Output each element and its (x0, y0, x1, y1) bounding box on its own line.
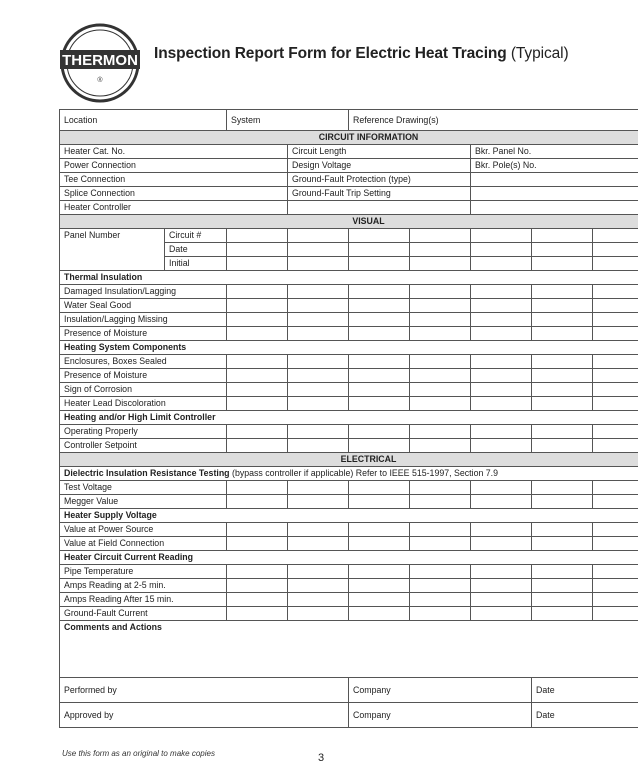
entry-cell[interactable] (410, 313, 471, 327)
inspection-item-label: Test Voltage (60, 481, 227, 495)
entry-cell[interactable] (227, 425, 288, 439)
entry-cell[interactable] (532, 243, 593, 257)
inspection-item-label: Pipe Temperature (60, 565, 227, 579)
entry-cell[interactable] (349, 565, 410, 579)
entry-cell[interactable] (532, 313, 593, 327)
circuit-info-field[interactable] (471, 173, 638, 187)
panel-sub-label: Date (165, 243, 227, 257)
inspection-form-table (59, 109, 638, 728)
entry-cell[interactable] (227, 257, 288, 271)
entry-cell[interactable] (532, 355, 593, 369)
entry-cell[interactable] (349, 383, 410, 397)
entry-cell[interactable] (532, 299, 593, 313)
entry-cell[interactable] (288, 229, 349, 243)
reference-drawings-field[interactable]: Reference Drawing(s) (349, 110, 638, 131)
entry-cell[interactable] (532, 495, 593, 509)
entry-cell[interactable] (288, 537, 349, 551)
entry-cell[interactable] (532, 481, 593, 495)
entry-cell[interactable] (410, 593, 471, 607)
entry-cell[interactable] (288, 299, 349, 313)
entry-cell[interactable] (227, 243, 288, 257)
entry-cell[interactable] (593, 327, 638, 341)
entry-cell[interactable] (410, 579, 471, 593)
signature-company-field[interactable]: Company (349, 703, 532, 728)
entry-cell[interactable] (288, 481, 349, 495)
entry-cell[interactable] (532, 565, 593, 579)
signature-role-field[interactable]: Performed by (60, 678, 349, 703)
entry-cell[interactable] (349, 593, 410, 607)
circuit-info-field[interactable]: Design Voltage (288, 159, 471, 173)
dielectric-title: Dielectric Insulation Resistance Testing (64, 468, 230, 478)
inspection-item-label: Value at Power Source (60, 523, 227, 537)
entry-cell[interactable] (410, 607, 471, 621)
entry-cell[interactable] (227, 565, 288, 579)
entry-cell[interactable] (410, 229, 471, 243)
entry-cell[interactable] (593, 257, 638, 271)
entry-cell[interactable] (471, 355, 532, 369)
entry-cell[interactable] (471, 327, 532, 341)
section-title: Heating and/or High Limit Controller (60, 411, 638, 425)
inspection-item-label: Damaged Insulation/Lagging (60, 285, 227, 299)
location-field[interactable]: Location (60, 110, 227, 131)
logo-text: THERMON (62, 52, 138, 69)
entry-cell[interactable] (471, 495, 532, 509)
inspection-item-label: Heater Lead Discoloration (60, 397, 227, 411)
entry-cell[interactable] (471, 579, 532, 593)
entry-cell[interactable] (349, 495, 410, 509)
entry-cell[interactable] (349, 579, 410, 593)
system-field[interactable]: System (227, 110, 349, 131)
entry-cell[interactable] (410, 327, 471, 341)
entry-cell[interactable] (532, 285, 593, 299)
entry-cell[interactable] (410, 425, 471, 439)
entry-cell[interactable] (349, 229, 410, 243)
entry-cell[interactable] (471, 313, 532, 327)
title-main: Inspection Report Form for Electric Heat Tracing (154, 45, 507, 62)
entry-cell[interactable] (532, 327, 593, 341)
title-suffix: (Typical) (510, 45, 569, 62)
entry-cell[interactable] (227, 383, 288, 397)
circuit-info-field[interactable]: Ground-Fault Protection (type) (288, 173, 471, 187)
entry-cell[interactable] (410, 257, 471, 271)
circuit-info-field[interactable]: Heater Controller (60, 201, 288, 215)
entry-cell[interactable] (471, 439, 532, 453)
entry-cell[interactable] (227, 299, 288, 313)
entry-cell[interactable] (532, 397, 593, 411)
panel-sub-label: Initial (165, 257, 227, 271)
entry-cell[interactable] (349, 425, 410, 439)
entry-cell[interactable] (349, 313, 410, 327)
signature-date-field[interactable]: Date (532, 678, 638, 703)
signature-role-field[interactable]: Approved by (60, 703, 349, 728)
logo-registered-mark: ® (97, 77, 103, 84)
entry-cell[interactable] (288, 607, 349, 621)
entry-cell[interactable] (288, 565, 349, 579)
entry-cell[interactable] (532, 593, 593, 607)
inspection-item-label: Enclosures, Boxes Sealed (60, 355, 227, 369)
entry-cell[interactable] (593, 481, 638, 495)
entry-cell[interactable] (532, 425, 593, 439)
inspection-item-label: Operating Properly (60, 425, 227, 439)
section-title: Heating System Components (60, 341, 638, 355)
visual-heading: VISUAL (60, 215, 638, 229)
inspection-item-label: Presence of Moisture (60, 369, 227, 383)
circuit-info-field[interactable]: Heater Cat. No. (60, 145, 288, 159)
entry-cell[interactable] (227, 327, 288, 341)
page-title (154, 45, 569, 63)
entry-cell[interactable] (410, 383, 471, 397)
entry-cell[interactable] (349, 369, 410, 383)
entry-cell[interactable] (349, 481, 410, 495)
entry-cell[interactable] (227, 579, 288, 593)
inspection-item-label: Megger Value (60, 495, 227, 509)
entry-cell[interactable] (288, 593, 349, 607)
entry-cell[interactable] (227, 593, 288, 607)
entry-cell[interactable] (288, 495, 349, 509)
page-number: 3 (318, 752, 325, 764)
entry-cell[interactable] (227, 537, 288, 551)
entry-cell[interactable] (471, 397, 532, 411)
entry-cell[interactable] (410, 439, 471, 453)
entry-cell[interactable] (471, 285, 532, 299)
entry-cell[interactable] (410, 369, 471, 383)
circuit-info-field[interactable]: Ground-Fault Trip Setting (288, 187, 471, 201)
entry-cell[interactable] (532, 383, 593, 397)
entry-cell[interactable] (532, 229, 593, 243)
entry-cell[interactable] (471, 523, 532, 537)
entry-cell[interactable] (227, 495, 288, 509)
entry-cell[interactable] (532, 257, 593, 271)
entry-cell[interactable] (532, 537, 593, 551)
entry-cell[interactable] (593, 369, 638, 383)
entry-cell[interactable] (593, 593, 638, 607)
entry-cell[interactable] (288, 327, 349, 341)
entry-cell[interactable] (471, 481, 532, 495)
entry-cell[interactable] (288, 425, 349, 439)
entry-cell[interactable] (349, 397, 410, 411)
inspection-item-label: Controller Setpoint (60, 439, 227, 453)
entry-cell[interactable] (593, 523, 638, 537)
entry-cell[interactable] (471, 299, 532, 313)
signature-company-field[interactable]: Company (349, 678, 532, 703)
inspection-item-label: Water Seal Good (60, 299, 227, 313)
entry-cell[interactable] (593, 383, 638, 397)
entry-cell[interactable] (471, 369, 532, 383)
entry-cell[interactable] (471, 257, 532, 271)
section-title: Heater Circuit Current Reading (60, 551, 638, 565)
entry-cell[interactable] (288, 355, 349, 369)
entry-cell[interactable] (410, 299, 471, 313)
circuit-info-field[interactable]: Bkr. Pole(s) No. (471, 159, 638, 173)
circuit-information-heading: CIRCUIT INFORMATION (60, 131, 638, 145)
entry-cell[interactable] (593, 299, 638, 313)
inspection-item-label: Sign of Corrosion (60, 383, 227, 397)
dielectric-note: (bypass controller if applicable) Refer to IEEE 515-1997, Section 7.9 (232, 468, 499, 478)
inspection-item-label: Presence of Moisture (60, 327, 227, 341)
entry-cell[interactable] (471, 425, 532, 439)
entry-cell[interactable] (532, 579, 593, 593)
inspection-item-label: Amps Reading After 15 min. (60, 593, 227, 607)
entry-cell[interactable] (288, 285, 349, 299)
signature-date-field[interactable]: Date (532, 703, 638, 728)
entry-cell[interactable] (227, 607, 288, 621)
entry-cell[interactable] (349, 523, 410, 537)
entry-cell[interactable] (349, 327, 410, 341)
entry-cell[interactable] (471, 537, 532, 551)
entry-cell[interactable] (532, 369, 593, 383)
entry-cell[interactable] (349, 537, 410, 551)
panel-number-label: Panel Number (60, 229, 165, 271)
entry-cell[interactable] (410, 495, 471, 509)
dielectric-testing-title (60, 467, 638, 481)
inspection-item-label: Value at Field Connection (60, 537, 227, 551)
circuit-info-field[interactable]: Power Connection (60, 159, 288, 173)
comments-and-actions-field[interactable]: Comments and Actions (60, 621, 638, 678)
entry-cell[interactable] (593, 425, 638, 439)
entry-cell[interactable] (227, 439, 288, 453)
entry-cell[interactable] (593, 439, 638, 453)
entry-cell[interactable] (471, 383, 532, 397)
entry-cell[interactable] (593, 607, 638, 621)
entry-cell[interactable] (410, 243, 471, 257)
circuit-info-field[interactable]: Bkr. Panel No. (471, 145, 638, 159)
entry-cell[interactable] (288, 313, 349, 327)
inspection-item-label: Insulation/Lagging Missing (60, 313, 227, 327)
entry-cell[interactable] (471, 243, 532, 257)
entry-cell[interactable] (471, 565, 532, 579)
entry-cell[interactable] (227, 397, 288, 411)
entry-cell[interactable] (288, 257, 349, 271)
circuit-info-field[interactable]: Tee Connection (60, 173, 288, 187)
entry-cell[interactable] (288, 383, 349, 397)
entry-cell[interactable] (227, 481, 288, 495)
entry-cell[interactable] (593, 565, 638, 579)
circuit-info-field[interactable] (288, 201, 471, 215)
entry-cell[interactable] (593, 313, 638, 327)
entry-cell[interactable] (288, 579, 349, 593)
entry-cell[interactable] (471, 593, 532, 607)
inspection-item-label: Ground-Fault Current (60, 607, 227, 621)
section-title: Thermal Insulation (60, 271, 638, 285)
entry-cell[interactable] (410, 285, 471, 299)
entry-cell[interactable] (349, 607, 410, 621)
entry-cell[interactable] (410, 523, 471, 537)
circuit-info-field[interactable]: Circuit Length (288, 145, 471, 159)
entry-cell[interactable] (593, 537, 638, 551)
section-title: Heater Supply Voltage (60, 509, 638, 523)
entry-cell[interactable] (593, 229, 638, 243)
entry-cell[interactable] (471, 229, 532, 243)
entry-cell[interactable] (288, 369, 349, 383)
entry-cell[interactable] (532, 439, 593, 453)
entry-cell[interactable] (288, 523, 349, 537)
footer-note: Use this form as an original to make copies (62, 749, 215, 758)
circuit-info-field[interactable]: Splice Connection (60, 187, 288, 201)
entry-cell[interactable] (349, 285, 410, 299)
electrical-heading: ELECTRICAL (60, 453, 638, 467)
entry-cell[interactable] (288, 243, 349, 257)
entry-cell[interactable] (349, 439, 410, 453)
entry-cell[interactable] (288, 439, 349, 453)
entry-cell[interactable] (593, 495, 638, 509)
entry-cell[interactable] (349, 257, 410, 271)
entry-cell[interactable] (593, 355, 638, 369)
thermon-logo (59, 22, 141, 104)
entry-cell[interactable] (410, 565, 471, 579)
entry-cell[interactable] (410, 397, 471, 411)
entry-cell[interactable] (349, 355, 410, 369)
entry-cell[interactable] (471, 607, 532, 621)
entry-cell[interactable] (227, 229, 288, 243)
entry-cell[interactable] (349, 243, 410, 257)
entry-cell[interactable] (227, 369, 288, 383)
circuit-info-field[interactable] (471, 187, 638, 201)
entry-cell[interactable] (227, 523, 288, 537)
entry-cell[interactable] (593, 285, 638, 299)
entry-cell[interactable] (227, 355, 288, 369)
entry-cell[interactable] (227, 313, 288, 327)
entry-cell[interactable] (410, 481, 471, 495)
panel-sub-label: Circuit # (165, 229, 227, 243)
entry-cell[interactable] (410, 355, 471, 369)
circuit-info-field[interactable] (471, 201, 638, 215)
entry-cell[interactable] (593, 397, 638, 411)
inspection-item-label: Amps Reading at 2-5 min. (60, 579, 227, 593)
entry-cell[interactable] (410, 537, 471, 551)
entry-cell[interactable] (532, 523, 593, 537)
entry-cell[interactable] (593, 243, 638, 257)
entry-cell[interactable] (349, 299, 410, 313)
entry-cell[interactable] (593, 579, 638, 593)
entry-cell[interactable] (288, 397, 349, 411)
entry-cell[interactable] (532, 607, 593, 621)
entry-cell[interactable] (227, 285, 288, 299)
